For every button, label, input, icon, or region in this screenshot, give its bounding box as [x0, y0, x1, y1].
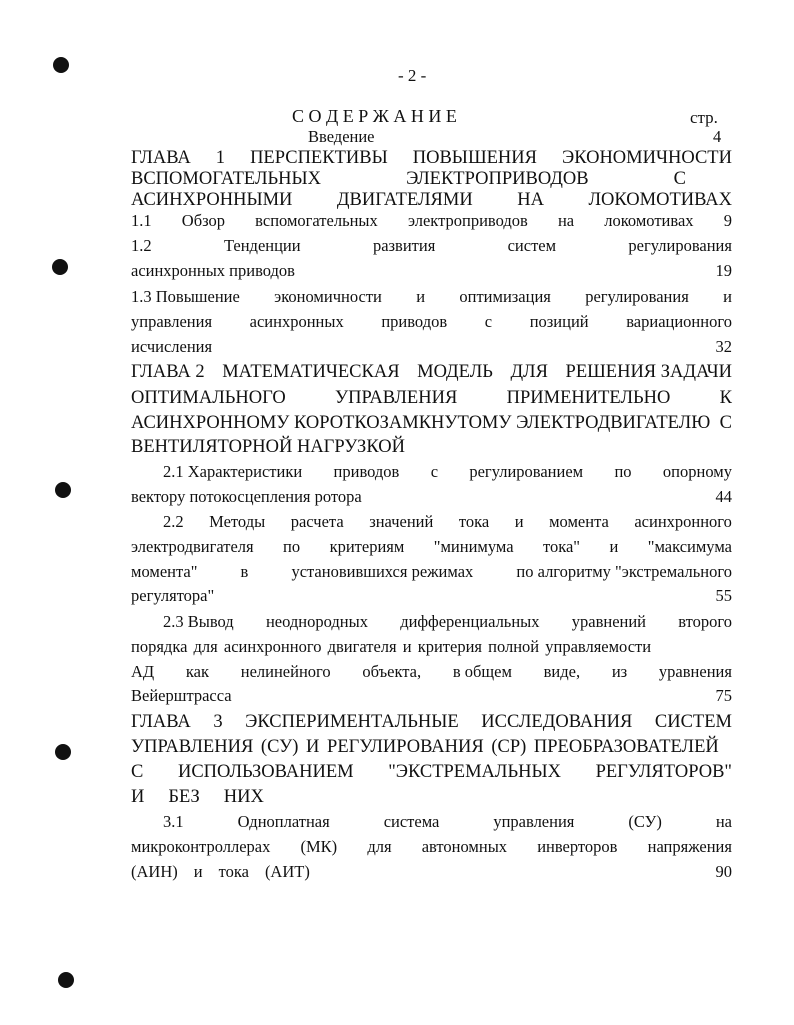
toc-line: 2.1 Характеристики приводов с регулированием по опорному	[163, 462, 732, 481]
toc-line: регулятора" 55	[131, 586, 732, 605]
toc-line: ГЛАВА 1 ПЕРСПЕКТИВЫ ПОВЫШЕНИЯ ЭКОНОМИЧНОСТИ	[131, 148, 732, 168]
toc-line: ГЛАВА 2 МАТЕМАТИЧЕСКАЯ МОДЕЛЬ ДЛЯ РЕШЕНИЯ ЗАДАЧИ	[131, 362, 732, 382]
toc-line: управления асинхронных приводов с позиций вариационного	[131, 312, 732, 331]
toc-line: ВСПОМОГАТЕЛЬНЫХ ЭЛЕКТРОПРИВОДОВ С	[131, 169, 686, 189]
pages-label: стр.	[690, 108, 718, 127]
toc-line: АСИНХРОННЫМИ ДВИГАТЕЛЯМИ НА ЛОКОМОТИВАХ	[131, 190, 732, 210]
toc-line: 1.3 Повышение экономичности и оптимизация регулирования и	[131, 287, 732, 306]
punch-hole	[53, 57, 69, 73]
toc-line: момента" в установившихся режимах по алгоритму "экстремального	[131, 562, 732, 581]
toc-intro-page: 4	[713, 127, 722, 146]
toc-line: асинхронных приводов 19	[131, 261, 732, 280]
toc-line: ВЕНТИЛЯТОРНОЙ НАГРУЗКОЙ	[131, 437, 405, 457]
toc-line: АД как нелинейного объекта, в общем виде, из уравнения	[131, 662, 732, 681]
toc-line: 2.3 Вывод неоднородных дифференциальных уравнений второго	[163, 612, 732, 631]
punch-hole	[52, 259, 68, 275]
toc-line: АСИНХРОННОМУ КОРОТКОЗАМКНУТОМУ ЭЛЕКТРОДВИГАТЕЛЮ С	[131, 413, 732, 433]
toc-title: С О Д Е Р Ж А Н И Е	[292, 106, 457, 126]
toc-line: ГЛАВА 3 ЭКСПЕРИМЕНТАЛЬНЫЕ ИССЛЕДОВАНИЯ СИСТЕМ	[131, 712, 732, 732]
toc-line: (АИН) и тока (АИТ) 90	[131, 862, 732, 881]
toc-line: вектору потокосцепления ротора 44	[131, 487, 732, 506]
toc-line: 1.1 Обзор вспомогательных электроприводов на локомотивах 9	[131, 211, 732, 230]
toc-line: С ИСПОЛЬЗОВАНИЕМ "ЭКСТРЕМАЛЬНЫХ РЕГУЛЯТОРОВ"	[131, 762, 732, 782]
toc-line: УПРАВЛЕНИЯ (СУ) И РЕГУЛИРОВАНИЯ (СР) ПРЕОБРАЗОВАТЕЛЕЙ	[131, 737, 719, 757]
toc-line: микроконтроллерах (МК) для автономных инверторов напряжения	[131, 837, 732, 856]
toc-line: 2.2 Методы расчета значений тока и момента асинхронного	[163, 512, 732, 531]
toc-line: 1.2 Тенденции развития систем регулирования	[131, 236, 732, 255]
toc-line: электродвигателя по критериям "минимума тока" и "максимума	[131, 537, 732, 556]
punch-hole	[55, 482, 71, 498]
toc-intro: Введение	[308, 127, 375, 146]
punch-hole	[58, 972, 74, 988]
toc-line: порядка для асинхронного двигателя и критерия полной управляемости	[131, 637, 652, 656]
toc-line: 3.1 Одноплатная система управления (СУ) на	[163, 812, 732, 831]
page-number: - 2 -	[398, 66, 427, 85]
toc-line: ОПТИМАЛЬНОГО УПРАВЛЕНИЯ ПРИМЕНИТЕЛЬНО К	[131, 388, 732, 408]
toc-line: Вейерштрасса 75	[131, 686, 732, 705]
toc-line: исчисления 32	[131, 337, 732, 356]
toc-line: И БЕЗ НИХ	[131, 787, 264, 807]
punch-hole	[55, 744, 71, 760]
